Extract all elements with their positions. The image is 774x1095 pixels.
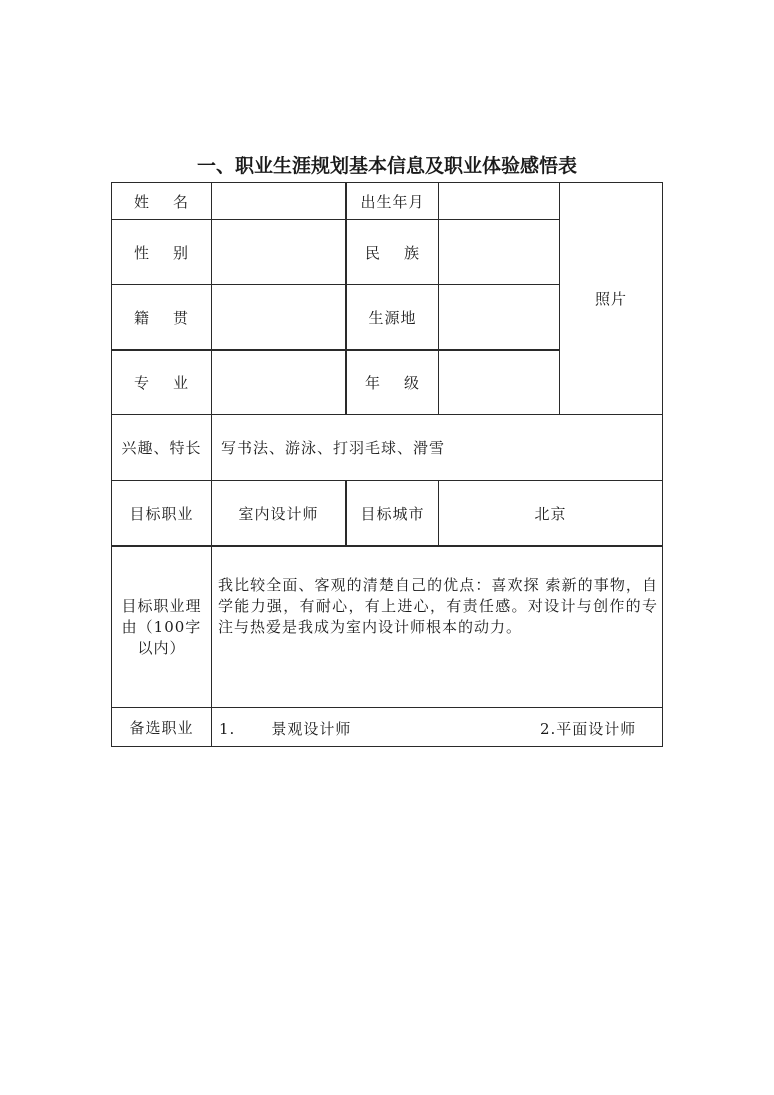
ethnicity-value[interactable]	[439, 220, 559, 284]
major-label: 专 业	[133, 374, 190, 392]
reason-text[interactable]: 我比较全面、客观的清楚自己的优点：喜欢探 索新的事物，自学能力强，有耐心，有上进心，有责任感。对设计与创作的专注与热爱是我成为室内设计师根本的动力。	[218, 576, 658, 636]
origin-value[interactable]	[439, 285, 559, 349]
grade-value[interactable]	[439, 351, 559, 414]
major-value[interactable]	[212, 351, 345, 414]
origin-label: 生源地	[368, 308, 417, 327]
form-title: 一、职业生涯规划基本信息及职业体验感悟表	[196, 155, 577, 177]
alternative-job-1-text: 景观设计师	[271, 720, 352, 738]
gender-label: 性 别	[133, 243, 190, 262]
reason-label: 目标职业理由（100字以内）	[121, 596, 202, 657]
name-label: 姓 名	[133, 192, 190, 211]
alternatives-label: 备选职业	[129, 718, 194, 737]
alternative-job-1-number: 1.	[219, 720, 236, 738]
birth-label: 出生年月	[360, 192, 425, 211]
target-job-label: 目标职业	[129, 504, 194, 523]
alternative-job-2[interactable]: 2.平面设计师	[540, 720, 637, 738]
gender-value[interactable]	[212, 220, 345, 284]
hobbies-value[interactable]: 写书法、游泳、打羽毛球、滑雪	[221, 439, 446, 457]
alternative-job-1[interactable]	[219, 718, 351, 739]
grade-label: 年 级	[364, 374, 421, 392]
ethnicity-label: 民 族	[364, 243, 421, 262]
hobbies-label: 兴趣、特长	[121, 439, 202, 457]
target-city-value[interactable]: 北京	[534, 504, 567, 523]
target-job-value[interactable]: 室内设计师	[238, 504, 319, 523]
name-value[interactable]	[212, 183, 345, 219]
native-place-value[interactable]	[212, 285, 345, 349]
photo-cell[interactable]: 照片	[594, 290, 627, 308]
native-place-label: 籍 贯	[133, 308, 190, 327]
birth-value[interactable]	[439, 183, 559, 219]
rule-bottom	[111, 746, 663, 747]
target-city-label: 目标城市	[360, 504, 425, 523]
rule-right	[662, 182, 663, 747]
